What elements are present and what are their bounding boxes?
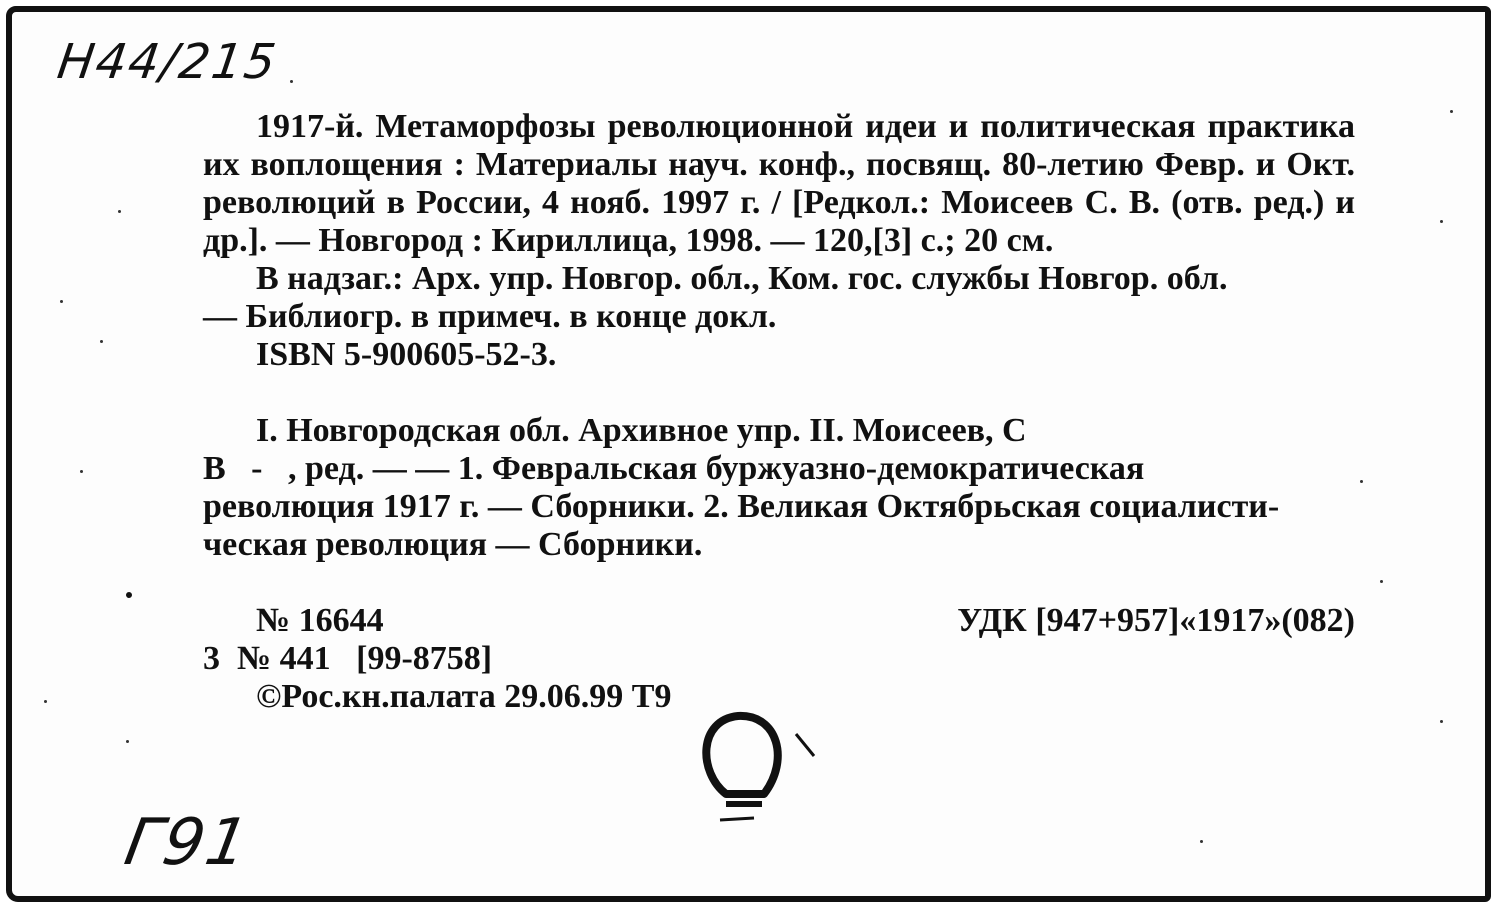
note-line-2: — Библиогр. в примеч. в конце докл.	[203, 298, 777, 335]
udc-code: УДК [947+957]«1917»(082)	[957, 602, 1355, 639]
subject-line-4: ческая революция — Сборники.	[203, 526, 703, 563]
subject-line-2: В - , ред. — — 1. Февральская буржуазно-демократическая	[203, 450, 1145, 487]
subject-line-3: революция 1917 г. — Сборники. 2. Великая Октябрьская социалисти-	[203, 488, 1280, 525]
card-text	[203, 108, 1355, 716]
book-chamber: ©Рос.кн.палата 29.06.99 Т9	[256, 678, 672, 715]
order-prefix: 3	[203, 640, 220, 677]
order-number: № 441 [99-8758]	[237, 640, 493, 677]
card-number: № 16644	[256, 602, 384, 639]
handwritten-call-number: Г91	[119, 806, 256, 880]
bibliographic-entry: 1917-й. Метаморфозы революционной идеи и политическая практика их воплощения : Материалы науч. конф., посвящ. 80-летию Февр. и Окт. революций в России, 4 нояб. 1997 г. / [Редкол.: Моисеев С. В. (отв. ред.) и др.]. — Новгород : Кириллица, 1998. — 120,[3] с.; 20 см.	[203, 108, 1355, 259]
subject-line-1: I. Новгородская обл. Архивное упр. II. Моисеев, С	[256, 412, 1027, 449]
footer-row-2	[203, 640, 1355, 678]
note-line-1: В надзаг.: Арх. упр. Новгор. обл., Ком. гос. службы Новгор. обл.	[256, 260, 1228, 297]
isbn: ISBN 5-900605-52-3.	[256, 336, 557, 373]
lightbulb-icon	[690, 700, 820, 830]
handwritten-shelfmark: Н44/215	[54, 34, 281, 90]
footer-row-1	[203, 602, 1355, 640]
